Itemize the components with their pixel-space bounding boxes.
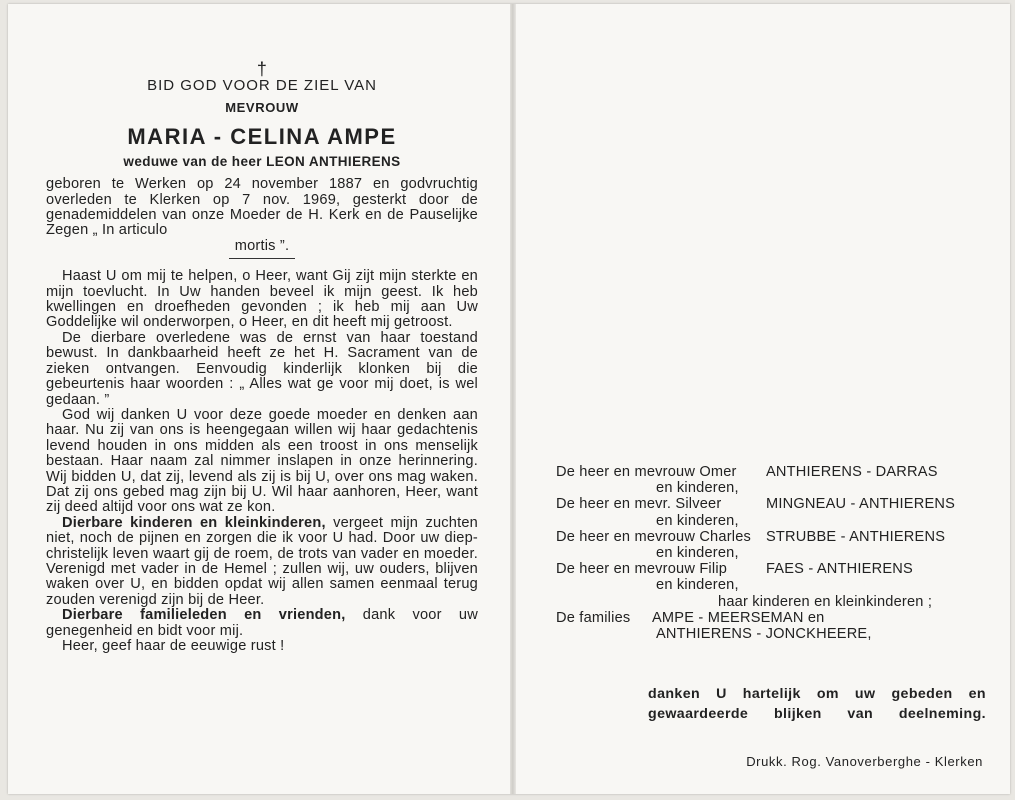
family-paragraph xyxy=(46,608,478,639)
family-line xyxy=(556,529,986,545)
god-paragraph: God wij danken U voor deze goede moeder en denken aan haar. Nu zij van ons is heengegaan willen wij haar gedachtenis levend houden in ons midden als een troost in ons menselijk bestaan. Haar naam zal nimmer inslapen in onze herinnering. Wij bidden U, dat zij, levend als zij is bij U, over ons mag waken. Dat zij ons gebed mag zijn bij U. Wil haar aanhoren, Heer, want zij deed altijd voor ons wat ze kon. xyxy=(46,406,478,516)
family-line xyxy=(556,561,986,577)
family-line-surname: ANTHIERENS - DARRAS xyxy=(766,464,938,480)
family-text: dank voor uw genegenheid en bidt voor mij. xyxy=(46,607,478,639)
family-line-text: De heer en mevrouw Omer xyxy=(556,464,737,480)
family-line xyxy=(556,513,986,529)
deceased-paragraph: De dierbare overledene was de ernst van haar toestand bewust. In dankbaarheid heeft ze het H. Sacrament van de zieken ontvangen. Eenvoudig kinderlijk klonken bij die gebeurtenis haar woorden : „ Alles wat ge voor mij doet, is wel gedaan. ” xyxy=(46,329,478,408)
bio-paragraph: geboren te Werken op 24 november 1887 en godvruchtig overleden te Klerken op 7 nov. 1969, gesterkt door de genademiddelen van onze Moeder de H. Kerk en de Pauselijke Zegen „ In articulo xyxy=(46,176,478,239)
widow-line: weduwe van de heer LEON ANTHIERENS xyxy=(123,153,401,169)
children-text: vergeet mijn zuchten niet, noch de pijnen en zorgen die ik voor U had. Door uw diep-christelijk leven waart gij de roem, de trots van vader en moeder. Verenigd met vader in de Hemel ; zullen wij, uw ouders, blijven waken over U, en bidden opdat wij allen samen eenmaal terug zouden verenigd zijn bij de Heer. xyxy=(46,514,478,608)
family-line-surname: STRUBBE - ANTHIERENS xyxy=(766,528,946,545)
deceased-name: MARIA - CELINA AMPE xyxy=(127,123,397,149)
family-line xyxy=(556,577,986,593)
family-address: Dierbare familieleden en vrienden, xyxy=(62,607,346,624)
family-line-text: en kinderen, xyxy=(656,544,739,561)
family-line xyxy=(556,626,986,642)
family-line-text: De heer en mevrouw Filip xyxy=(556,561,728,578)
family-line-surname: AMPE - MEERSEMAN en xyxy=(652,609,825,626)
final-prayer: Heer, geef haar de eeuwige rust ! xyxy=(62,638,285,654)
prayer-paragraph: Haast U om mij te helpen, o Heer, want Gij zijt mijn sterkte en mijn toevlucht. In Uw handen beveel ik mijn geest. Ik heb kwellingen en droefheden gevonden ; ik heb mij aan Uw Goddelijke wil onderworpen, o Heer, en dit heeft mij getroost. xyxy=(46,268,478,331)
family-line-text: en kinderen, xyxy=(656,577,739,594)
family-line-text: en kinderen, xyxy=(656,512,739,529)
family-line-text: en kinderen, xyxy=(656,480,739,497)
memorial-card xyxy=(8,4,1010,794)
card-fold xyxy=(510,4,516,794)
heading-line1: BID GOD VOOR DE ZIEL VAN xyxy=(147,77,377,94)
heading-line2: MEVROUW xyxy=(225,100,299,116)
family-line-surname: MINGNEAU - ANTHIERENS xyxy=(766,496,956,513)
family-list xyxy=(556,464,986,642)
left-panel xyxy=(46,60,478,654)
family-line-text: ANTHIERENS - JONCKHEERE, xyxy=(656,625,872,642)
family-line-text: De heer en mevrouw Charles xyxy=(556,528,752,545)
family-line-text: haar kinderen en kleinkinderen ; xyxy=(718,593,933,610)
family-line xyxy=(556,480,986,496)
family-line-surname: FAES - ANTHIERENS xyxy=(766,561,913,578)
family-line xyxy=(556,594,986,610)
cross-symbol: † xyxy=(256,59,268,79)
family-line-text: De heer en mevr. Silveer xyxy=(556,496,722,513)
family-line xyxy=(556,496,986,512)
right-panel xyxy=(556,464,986,642)
bio-end: mortis ”. xyxy=(234,237,290,254)
children-address: Dierbare kinderen en kleinkinderen, xyxy=(62,514,326,531)
family-line-text: De families xyxy=(556,609,631,626)
divider xyxy=(229,258,295,259)
thanks-text: danken U hartelijk om uw gebeden en gewaardeerde blijken van deelneming. xyxy=(648,686,986,722)
family-line xyxy=(556,610,986,626)
family-line xyxy=(556,464,986,480)
family-line xyxy=(556,545,986,561)
printer-credit: Drukk. Rog. Vanoverberghe - Klerken xyxy=(746,754,983,769)
children-paragraph xyxy=(46,516,478,608)
